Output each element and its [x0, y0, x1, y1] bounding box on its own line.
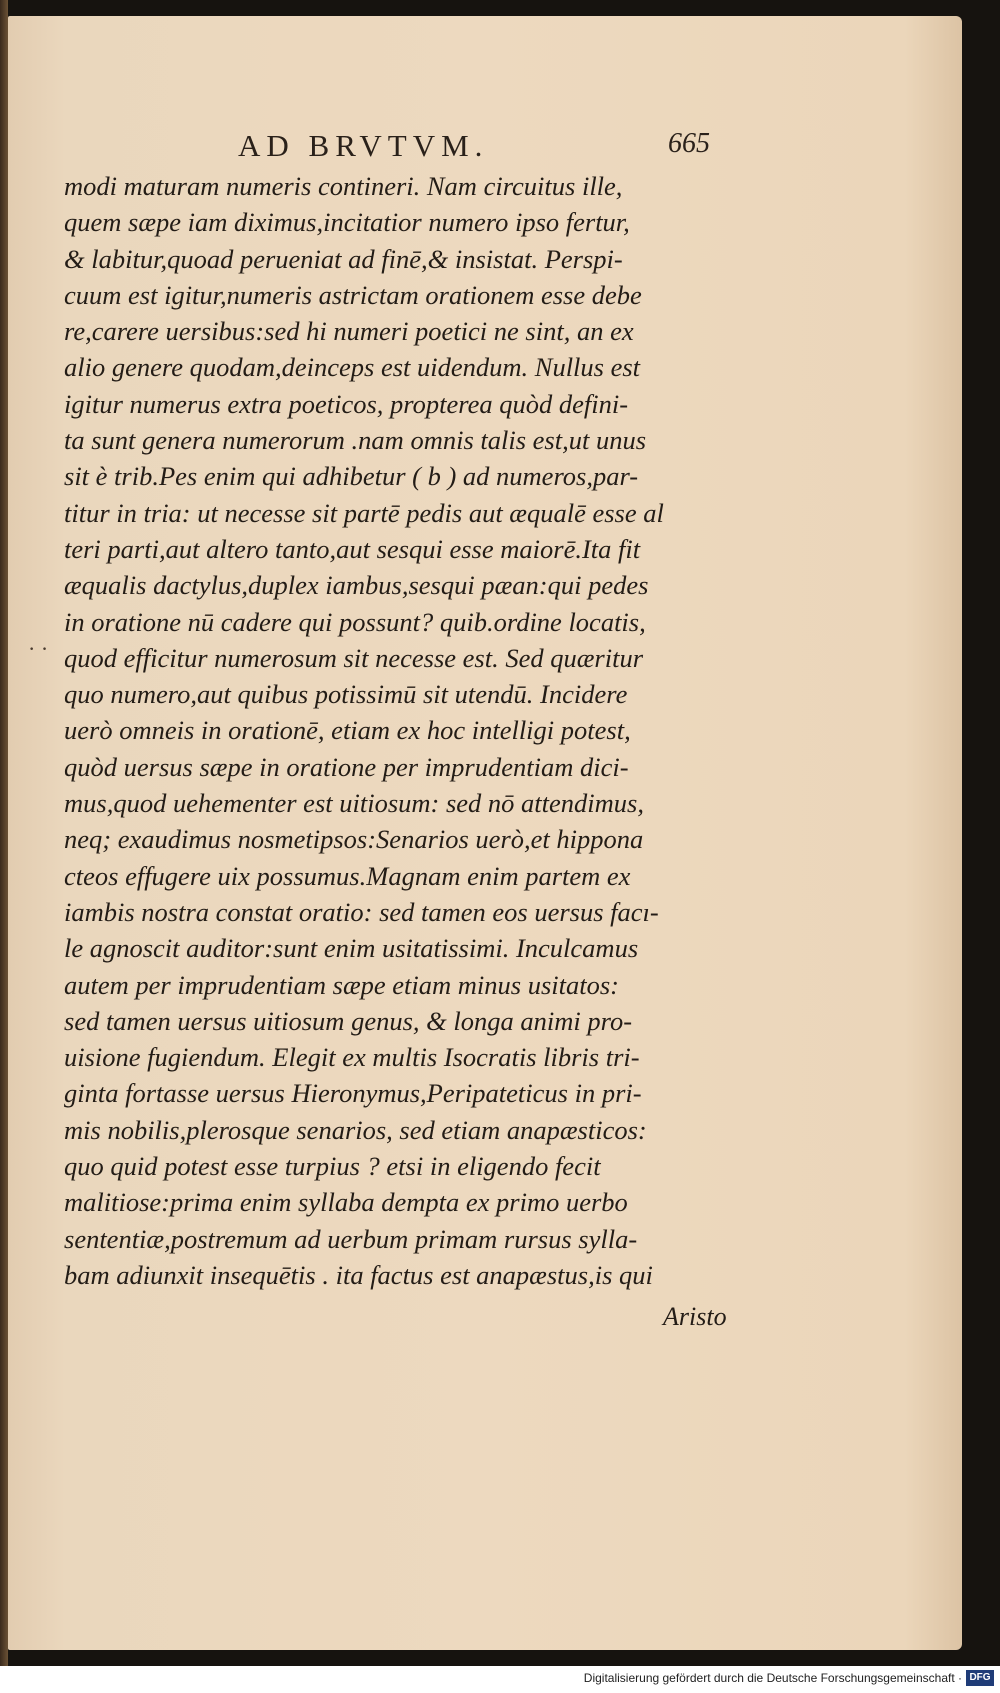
funding-credit: Digitalisierung gefördert durch die Deutsche Forschungsgemeinschaft · — [583, 1671, 962, 1685]
book-page — [8, 16, 962, 1650]
text-line: titur in tria: ut necesse sit partē pedis aut æqualē esse al — [64, 497, 664, 528]
text-line: in oratione nū cadere qui possunt? quib.ordine locatis, — [64, 606, 646, 637]
text-line: modi maturam numeris contineri. Nam circuitus ille, — [64, 171, 623, 201]
text-line: autem per imprudentiam sæpe etiam minus usitatos: — [64, 969, 619, 1000]
text-line: sed tamen uersus uitiosum genus, & longa animi pro- — [64, 1005, 633, 1036]
text-line: quo numero,aut quibus potissimū sit utendū. Incidere — [64, 679, 628, 710]
running-title: AD BRVTVM. — [238, 128, 489, 163]
text-line: quem sæpe iam diximus,incitatior numero ipso fertur, — [64, 207, 630, 238]
text-line: cuum est igitur,numeris astrictam orationem esse debe — [64, 279, 642, 310]
text-line: quod efficitur numerosum sit necesse est. Sed quæritur — [64, 642, 644, 673]
text-line: malitiose:prima enim syllaba dempta ex primo uerbo — [64, 1187, 628, 1218]
text-line: æqualis dactylus,duplex iambus,sesqui pæan:qui pedes — [64, 570, 649, 601]
text-line: quo quid potest esse turpius ? etsi in eligendo fecit — [64, 1151, 601, 1182]
text-line: mus,quod uehementer est uitiosum: sed nō attendimus, — [64, 788, 644, 819]
catchword: Aristo — [663, 1302, 727, 1331]
text-line: uisione fugiendum. Elegit ex multis Isocratis libris tri- — [64, 1042, 640, 1073]
text-line: ginta fortasse uersus Hieronymus,Peripateticus in pri- — [64, 1078, 642, 1109]
book-edge — [0, 0, 8, 1666]
margin-mark: · · — [28, 636, 49, 661]
footer-bar — [0, 1666, 1000, 1693]
text-line: re,carere uersibus:sed hi numeri poetici ne sint, an ex — [64, 316, 634, 347]
text-line: teri parti,aut altero tanto,aut sesqui esse maiorē.Ita fit — [64, 533, 641, 564]
text-line: cteos effugere uix possumus.Magnam enim partem ex — [64, 860, 631, 891]
text-line: igitur numerus extra poeticos, propterea quòd defini- — [64, 388, 629, 419]
text-line: quòd uersus sæpe in oratione per imprudentiam dici- — [64, 751, 629, 782]
text-line: alio genere quodam,deinceps est uidendum. Nullus est — [64, 352, 641, 383]
body-text — [64, 168, 744, 1293]
text-line: neq; exaudimus nosmetipsos:Senarios uerò,et hippona — [64, 824, 644, 855]
text-line: bam adiunxit insequētis . ita factus est anapæstus,is qui — [64, 1259, 653, 1290]
text-line: sententiæ,postremum ad uerbum primam rursus sylla- — [64, 1223, 638, 1254]
dfg-logo: DFG — [966, 1670, 994, 1686]
text-line: mis nobilis,plerosque senarios, sed etiam anapæsticos: — [64, 1114, 647, 1145]
text-line: iambis nostra constat oratio: sed tamen eos uersus facı- — [64, 896, 659, 927]
text-line: ta sunt genera numerorum .nam omnis talis est,ut unus — [64, 425, 647, 456]
text-line: & labitur,quoad perueniat ad finē,& insistat. Perspi- — [64, 243, 623, 274]
folio-number: 665 — [668, 128, 710, 159]
text-line: sit è trib.Pes enim qui adhibetur ( b ) ad numeros,par- — [64, 461, 639, 492]
text-line: uerò omneis in orationē, etiam ex hoc intelligi potest, — [64, 715, 631, 746]
page-header — [238, 128, 758, 168]
text-line: le agnoscit auditor:sunt enim usitatissimi. Inculcamus — [64, 933, 639, 964]
